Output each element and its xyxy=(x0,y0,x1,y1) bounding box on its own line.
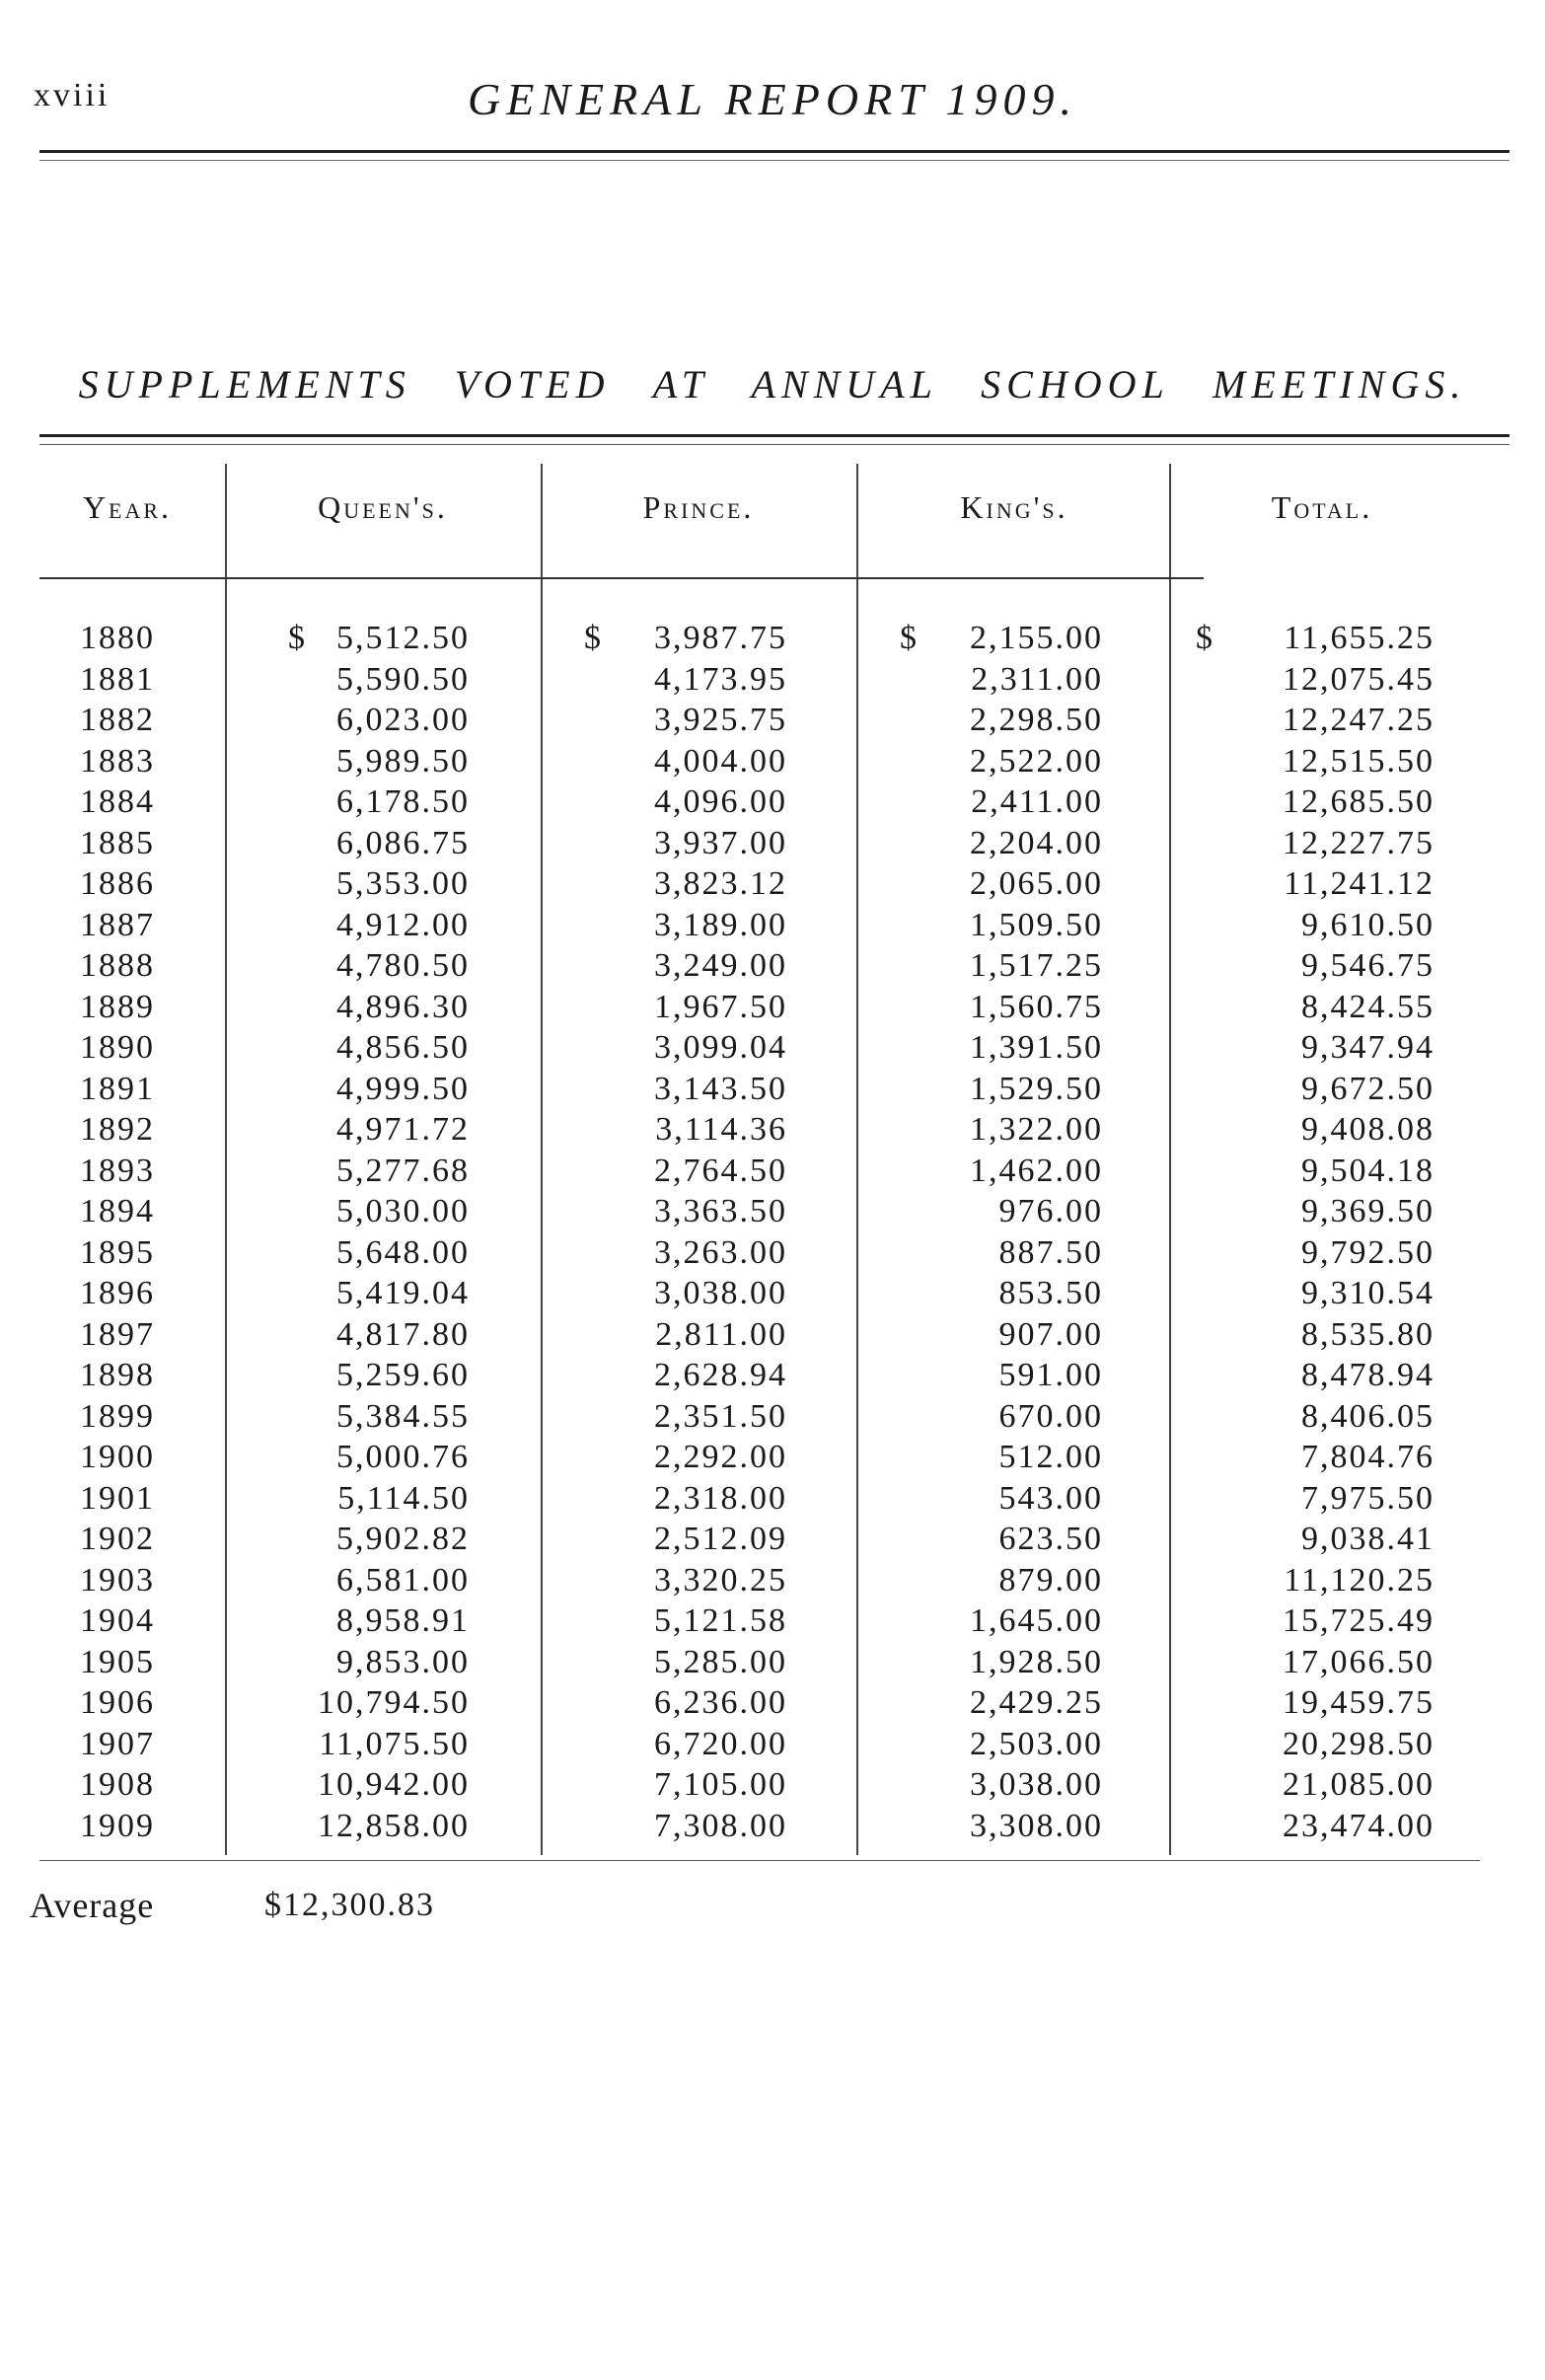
cell-prince: 5,121.58 xyxy=(654,1602,787,1639)
cell-kings: 1,517.25 xyxy=(970,947,1103,984)
cell-prince: 3,937.00 xyxy=(654,824,787,861)
cell-total: 8,424.55 xyxy=(1301,988,1435,1025)
cell-year: 1880 xyxy=(80,620,155,656)
cell-year: 1906 xyxy=(80,1684,155,1721)
table-row xyxy=(0,1562,1545,1603)
cell-year: 1902 xyxy=(80,1521,155,1557)
cell-year: 1899 xyxy=(80,1397,155,1435)
cell-year: 1882 xyxy=(80,702,155,738)
cell-prince: 3,320.25 xyxy=(654,1561,787,1599)
cell-queens: 4,896.30 xyxy=(336,988,470,1025)
cell-kings: 591.00 xyxy=(998,1357,1103,1393)
cell-queens: 5,902.82 xyxy=(336,1521,470,1557)
table-row xyxy=(0,1071,1545,1112)
table-row xyxy=(0,661,1545,703)
table-row xyxy=(0,620,1545,661)
cell-prince: 2,351.50 xyxy=(654,1397,787,1435)
cell-kings: 2,298.50 xyxy=(970,702,1103,738)
cell-year: 1890 xyxy=(80,1029,155,1066)
cell-kings: 623.50 xyxy=(998,1521,1103,1557)
cell-kings: 3,038.00 xyxy=(970,1766,1103,1803)
cell-kings: 2,155.00 xyxy=(970,620,1103,656)
cell-total: 8,535.80 xyxy=(1301,1315,1435,1353)
cell-kings: 1,462.00 xyxy=(970,1152,1103,1189)
table-row xyxy=(0,1602,1545,1644)
table-row xyxy=(0,1521,1545,1562)
table-row xyxy=(0,1234,1545,1276)
cell-queens: 5,419.04 xyxy=(336,1275,470,1311)
cell-prince: 2,512.09 xyxy=(654,1521,787,1557)
currency-symbol-total: $ xyxy=(1196,620,1213,656)
cell-kings: 887.50 xyxy=(998,1233,1103,1271)
page-number: xviii xyxy=(34,77,110,113)
cell-queens: 11,075.50 xyxy=(319,1725,470,1762)
table-row xyxy=(0,1644,1545,1685)
cell-kings: 1,391.50 xyxy=(970,1029,1103,1066)
cell-queens: 5,114.50 xyxy=(337,1479,470,1517)
header-prince: Prince. xyxy=(642,489,755,525)
cell-queens: 5,989.50 xyxy=(336,742,470,780)
cell-prince: 7,105.00 xyxy=(654,1766,787,1803)
cell-total: 9,672.50 xyxy=(1301,1070,1435,1107)
cell-prince: 2,292.00 xyxy=(654,1439,787,1475)
cell-total: 17,066.50 xyxy=(1283,1643,1435,1680)
cell-year: 1903 xyxy=(80,1561,155,1599)
cell-kings: 1,529.50 xyxy=(970,1070,1103,1107)
cell-queens: 10,942.00 xyxy=(318,1766,470,1803)
currency-symbol-kings: $ xyxy=(900,620,917,656)
cell-year: 1896 xyxy=(80,1275,155,1311)
cell-year: 1901 xyxy=(80,1479,155,1517)
table-top-rule-thin xyxy=(39,444,1509,445)
cell-prince: 3,099.04 xyxy=(654,1029,787,1066)
cell-year: 1905 xyxy=(80,1643,155,1680)
cell-total: 11,655.25 xyxy=(1284,620,1435,656)
cell-total: 19,459.75 xyxy=(1283,1684,1435,1721)
table-row xyxy=(0,1808,1545,1849)
cell-queens: 5,259.60 xyxy=(336,1357,470,1393)
table-row xyxy=(0,947,1545,989)
cell-kings: 1,560.75 xyxy=(970,988,1103,1025)
cell-total: 12,075.45 xyxy=(1283,660,1435,698)
table-row xyxy=(0,1357,1545,1398)
table-row xyxy=(0,1193,1545,1234)
cell-kings: 2,204.00 xyxy=(970,824,1103,861)
cell-queens: 5,590.50 xyxy=(336,660,470,698)
cell-queens: 4,999.50 xyxy=(336,1070,470,1107)
table-row xyxy=(0,989,1545,1030)
cell-kings: 2,311.00 xyxy=(971,660,1103,698)
cell-kings: 2,411.00 xyxy=(971,783,1103,820)
cell-year: 1894 xyxy=(80,1193,155,1229)
cell-total: 9,546.75 xyxy=(1301,947,1435,984)
cell-kings: 1,509.50 xyxy=(970,906,1103,943)
cell-total: 23,474.00 xyxy=(1283,1807,1435,1844)
cell-total: 7,804.76 xyxy=(1301,1439,1435,1475)
cell-total: 11,120.25 xyxy=(1284,1561,1435,1599)
cell-prince: 2,764.50 xyxy=(654,1152,787,1189)
cell-total: 8,406.05 xyxy=(1301,1397,1435,1435)
cell-queens: 5,648.00 xyxy=(336,1233,470,1271)
cell-total: 12,227.75 xyxy=(1283,824,1435,861)
cell-prince: 4,173.95 xyxy=(654,660,787,698)
cell-total: 9,347.94 xyxy=(1301,1029,1435,1066)
cell-queens: 12,858.00 xyxy=(318,1807,470,1844)
cell-kings: 670.00 xyxy=(998,1397,1103,1435)
cell-year: 1892 xyxy=(80,1111,155,1148)
table-row xyxy=(0,1480,1545,1522)
cell-prince: 3,038.00 xyxy=(654,1275,787,1311)
cell-prince: 3,823.12 xyxy=(654,865,787,902)
cell-year: 1883 xyxy=(80,742,155,780)
cell-year: 1900 xyxy=(80,1439,155,1475)
cell-queens: 5,277.68 xyxy=(336,1152,470,1189)
table-top-rule xyxy=(39,434,1509,437)
cell-year: 1907 xyxy=(80,1725,155,1762)
table-body xyxy=(0,620,1545,1848)
cell-year: 1891 xyxy=(80,1070,155,1107)
cell-queens: 4,780.50 xyxy=(336,947,470,984)
cell-queens: 4,856.50 xyxy=(336,1029,470,1066)
cell-queens: 5,353.00 xyxy=(336,865,470,902)
table-row xyxy=(0,1439,1545,1480)
header-rule xyxy=(39,150,1509,153)
cell-total: 9,369.50 xyxy=(1301,1193,1435,1229)
table-row xyxy=(0,1398,1545,1440)
running-title: GENERAL REPORT 1909. xyxy=(468,74,1077,124)
cell-year: 1904 xyxy=(80,1602,155,1639)
cell-year: 1895 xyxy=(80,1233,155,1271)
table-row xyxy=(0,702,1545,743)
header-rule-thin xyxy=(39,160,1509,161)
table-row xyxy=(0,1766,1545,1808)
cell-total: 20,298.50 xyxy=(1283,1725,1435,1762)
cell-prince: 2,318.00 xyxy=(654,1479,787,1517)
cell-queens: 5,030.00 xyxy=(336,1193,470,1229)
cell-prince: 5,285.00 xyxy=(654,1643,787,1680)
cell-prince: 3,249.00 xyxy=(654,947,787,984)
header-bottom-rule xyxy=(39,577,1204,579)
cell-queens: 8,958.91 xyxy=(336,1602,470,1639)
table-row xyxy=(0,1111,1545,1153)
currency-symbol-prince: $ xyxy=(584,620,601,656)
cell-kings: 2,065.00 xyxy=(970,865,1103,902)
cell-prince: 4,004.00 xyxy=(654,742,787,780)
table-row xyxy=(0,743,1545,784)
cell-total: 9,408.08 xyxy=(1301,1111,1435,1148)
cell-queens: 5,512.50 xyxy=(336,620,470,656)
average-value: $12,300.83 xyxy=(264,1887,435,1923)
header-queens: Queen's. xyxy=(318,489,448,525)
cell-year: 1889 xyxy=(80,988,155,1025)
table-row xyxy=(0,1684,1545,1726)
cell-total: 9,038.41 xyxy=(1301,1521,1435,1557)
cell-prince: 3,114.36 xyxy=(655,1111,787,1148)
cell-kings: 3,308.00 xyxy=(970,1807,1103,1844)
cell-prince: 6,236.00 xyxy=(654,1684,787,1721)
cell-queens: 5,000.76 xyxy=(336,1439,470,1475)
cell-prince: 3,263.00 xyxy=(654,1233,787,1271)
cell-year: 1887 xyxy=(80,906,155,943)
table-title: SUPPLEMENTS VOTED AT ANNUAL SCHOOL MEETINGS. xyxy=(78,362,1467,407)
table-row xyxy=(0,1153,1545,1194)
cell-year: 1885 xyxy=(80,824,155,861)
cell-year: 1884 xyxy=(80,783,155,820)
cell-prince: 3,143.50 xyxy=(654,1070,787,1107)
cell-kings: 2,429.25 xyxy=(970,1684,1103,1721)
cell-total: 12,247.25 xyxy=(1283,702,1435,738)
cell-total: 9,792.50 xyxy=(1301,1233,1435,1271)
cell-kings: 1,928.50 xyxy=(970,1643,1103,1680)
cell-queens: 9,853.00 xyxy=(336,1643,470,1680)
cell-queens: 5,384.55 xyxy=(336,1397,470,1435)
cell-prince: 1,967.50 xyxy=(654,988,787,1025)
cell-queens: 6,178.50 xyxy=(336,783,470,820)
cell-queens: 6,086.75 xyxy=(336,824,470,861)
cell-total: 12,515.50 xyxy=(1283,742,1435,780)
cell-kings: 512.00 xyxy=(998,1439,1103,1475)
cell-prince: 3,987.75 xyxy=(654,620,787,656)
cell-kings: 879.00 xyxy=(998,1561,1103,1599)
table-row xyxy=(0,783,1545,825)
cell-kings: 853.50 xyxy=(998,1275,1103,1311)
cell-year: 1908 xyxy=(80,1766,155,1803)
cell-prince: 3,189.00 xyxy=(654,906,787,943)
table-row xyxy=(0,825,1545,866)
cell-prince: 2,811.00 xyxy=(655,1315,787,1353)
cell-total: 9,610.50 xyxy=(1301,906,1435,943)
cell-total: 9,310.54 xyxy=(1301,1275,1435,1311)
cell-year: 1893 xyxy=(80,1152,155,1189)
currency-symbol-queens: $ xyxy=(288,620,305,656)
cell-kings: 2,503.00 xyxy=(970,1725,1103,1762)
cell-prince: 3,363.50 xyxy=(654,1193,787,1229)
cell-year: 1888 xyxy=(80,947,155,984)
cell-queens: 4,817.80 xyxy=(336,1315,470,1353)
table-row xyxy=(0,907,1545,948)
header-total: Total. xyxy=(1271,489,1373,525)
cell-total: 7,975.50 xyxy=(1301,1479,1435,1517)
header-year: Year. xyxy=(82,489,173,525)
cell-kings: 1,322.00 xyxy=(970,1111,1103,1148)
cell-queens: 4,912.00 xyxy=(336,906,470,943)
table-row xyxy=(0,865,1545,907)
table-bottom-rule xyxy=(39,1860,1480,1861)
cell-total: 8,478.94 xyxy=(1301,1357,1435,1393)
cell-prince: 3,925.75 xyxy=(654,702,787,738)
table-row xyxy=(0,1029,1545,1071)
cell-prince: 6,720.00 xyxy=(654,1725,787,1762)
table-row xyxy=(0,1316,1545,1358)
cell-total: 15,725.49 xyxy=(1283,1602,1435,1639)
cell-year: 1898 xyxy=(80,1357,155,1393)
cell-total: 21,085.00 xyxy=(1283,1766,1435,1803)
cell-total: 12,685.50 xyxy=(1283,783,1435,820)
cell-kings: 907.00 xyxy=(998,1315,1103,1353)
cell-total: 11,241.12 xyxy=(1284,865,1435,902)
cell-year: 1881 xyxy=(80,660,155,698)
table-row xyxy=(0,1275,1545,1316)
average-label: Average xyxy=(30,1886,155,1925)
cell-prince: 2,628.94 xyxy=(654,1357,787,1393)
cell-kings: 1,645.00 xyxy=(970,1602,1103,1639)
cell-kings: 976.00 xyxy=(998,1193,1103,1229)
table-row xyxy=(0,1726,1545,1767)
cell-queens: 6,023.00 xyxy=(336,702,470,738)
cell-queens: 6,581.00 xyxy=(336,1561,470,1599)
cell-kings: 2,522.00 xyxy=(970,742,1103,780)
cell-year: 1909 xyxy=(80,1807,155,1844)
cell-prince: 7,308.00 xyxy=(654,1807,787,1844)
cell-year: 1886 xyxy=(80,865,155,902)
cell-total: 9,504.18 xyxy=(1301,1152,1435,1189)
header-kings: King's. xyxy=(960,489,1068,525)
cell-queens: 10,794.50 xyxy=(318,1684,470,1721)
cell-queens: 4,971.72 xyxy=(336,1111,470,1148)
cell-year: 1897 xyxy=(80,1315,155,1353)
cell-prince: 4,096.00 xyxy=(654,783,787,820)
cell-kings: 543.00 xyxy=(998,1479,1103,1517)
